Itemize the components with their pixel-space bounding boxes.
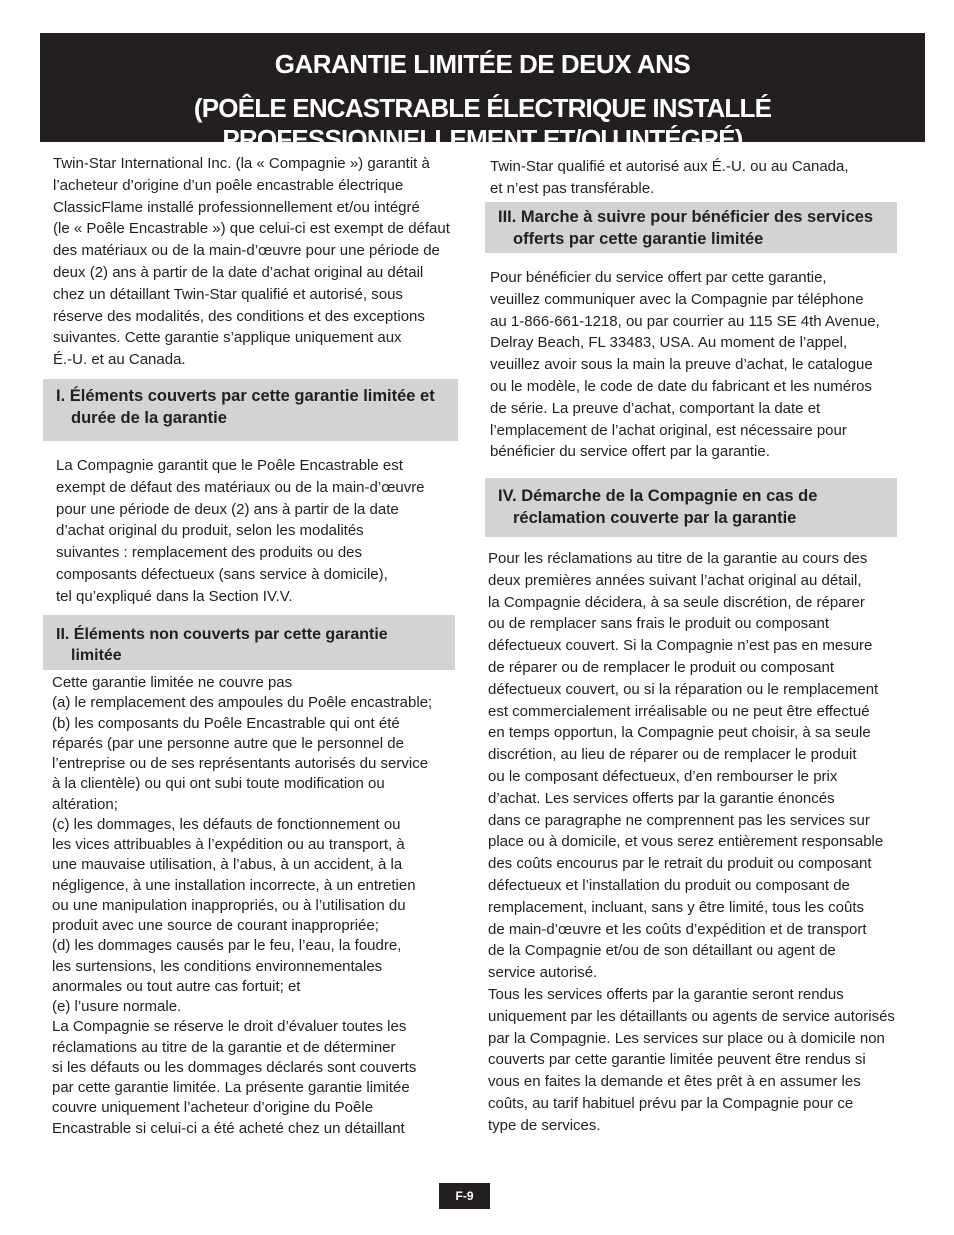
text-line: vous en faites la demande et êtes prêt à en assumer les <box>488 1073 861 1091</box>
section-1-heading <box>43 379 458 441</box>
section-4-body <box>488 548 895 1137</box>
text-line: à la clientèle) ou qui ont subi toute modification ou <box>52 775 385 793</box>
text-line: l’emplacement de l’achat original, est nécessaire pour <box>490 421 847 439</box>
text-line: au 1-866-661-1218, ou par courrier au 115 SE 4th Avenue, <box>490 312 880 330</box>
heading-line: limitée <box>71 647 122 664</box>
text-line: de réparer ou de remplacer le produit ou composant <box>488 658 835 676</box>
text-line: Delray Beach, FL 33483, USA. Au moment de l’appel, <box>490 334 848 352</box>
text-line: suivantes. Cette garantie s’applique uniquement aux <box>53 329 402 347</box>
text-line: (b) les composants du Poêle Encastrable qui ont été <box>52 714 400 732</box>
text-line: Encastrable si celui-ci a été acheté chez un détaillant <box>52 1119 405 1137</box>
text-line: service autorisé. <box>488 964 598 982</box>
text-line: (c) les dommages, les défauts de fonctionnement ou <box>52 815 401 833</box>
text-line: l’entreprise ou de ses représentants autorisés du service <box>52 755 429 772</box>
section-3-body <box>490 267 880 463</box>
text-line: réparés (par une personne autre que le personnel de <box>52 734 404 752</box>
text-line: les vices attribuables à l’expédition ou au transport, à <box>52 836 405 853</box>
text-line: d’achat. Les services offerts par la garantie énoncés <box>488 789 835 807</box>
heading-line: IV. Démarche de la Compagnie en cas de <box>498 487 818 505</box>
text-line: ou une manipulation inappropriés, ou à l’utilisation du <box>52 896 406 914</box>
text-line: défectueux et l’installation du produit ou composant de <box>488 876 850 894</box>
text-line: négligence, à une installation incorrecte, à un entretien <box>52 876 416 894</box>
text-line: l’acheteur d’origine d’un poêle encastrable électrique <box>53 176 404 194</box>
text-line: Pour bénéficier du service offert par cette garantie, <box>490 269 827 286</box>
heading-line: offerts par cette garantie limitée <box>513 230 764 248</box>
text-line: par la Compagnie. Les services sur place ou à domicile non <box>488 1029 885 1047</box>
heading-line: durée de la garantie <box>71 409 227 427</box>
text-line: composants défectueux (sans service à domicile), <box>56 565 388 583</box>
text-line: (e) l’usure normale. <box>52 998 182 1015</box>
text-line: veuillez communiquer avec la Compagnie par téléphone <box>490 290 864 308</box>
text-line: les surtensions, les conditions environnementales <box>52 957 383 975</box>
text-line: Twin-Star qualifié et autorisé aux É.-U. ou au Canada, <box>490 158 849 175</box>
page-number-badge: F-9 <box>439 1183 490 1209</box>
heading-line: III. Marche à suivre pour bénéficier des services <box>498 208 874 226</box>
section-1-body <box>56 455 425 608</box>
text-line: discrétion, au lieu de réparer ou de remplacer le produit <box>488 746 857 764</box>
text-line: la Compagnie décidera, à sa seule discrétion, de réparer <box>488 593 865 611</box>
text-line: deux (2) ans à partir de la date d’achat original au détail <box>53 263 424 281</box>
text-line: (a) le remplacement des ampoules du Poêle encastrable; <box>52 694 433 712</box>
text-line: ou le modèle, le code de date du fabricant et les numéros <box>490 377 872 395</box>
text-line: altération; <box>52 795 118 813</box>
text-line: suivantes : remplacement des produits ou des <box>56 544 362 562</box>
text-line: défectueux couvert, ou si la réparation ou le remplacement <box>488 680 879 698</box>
text-line: des matériaux ou de la main-d’œuvre pour une période de <box>53 242 440 260</box>
text-line: ClassicFlame installé professionnellement et/ou intégré <box>53 198 420 216</box>
text-line: La Compagnie se réserve le droit d’évaluer toutes les <box>52 1018 407 1036</box>
text-line: uniquement par les détaillants ou agents de service autorisés <box>488 1007 895 1025</box>
section-4-heading <box>485 478 897 537</box>
text-line: ou de remplacer sans frais le produit ou composant <box>488 615 830 633</box>
text-line: ou le composant défectueux, d’en rembourser le prix <box>488 767 838 785</box>
text-line: des coûts encourus par le retrait du produit ou composant <box>488 855 872 873</box>
text-line: chez un détaillant Twin-Star qualifié et autorisé, sous <box>53 285 403 303</box>
page-title: GARANTIE LIMITÉE DE DEUX ANS <box>274 49 691 79</box>
text-line: (d) les dommages causés par le feu, l’eau, la foudre, <box>52 937 402 955</box>
page-subtitle: (POÊLE ENCASTRABLE ÉLECTRIQUE INSTALLÉ PROFESSIONNELLEMENT ET/OU INTÉGRÉ) <box>193 93 772 154</box>
text-line: en temps opportun, la Compagnie peut choisir, à sa seule <box>488 724 871 742</box>
intro-paragraph <box>53 153 450 371</box>
text-line: remplacement, incluant, sans y être limité, tous les coûts <box>488 898 864 916</box>
text-line: de série. La preuve d’achat, comportant la date et <box>490 399 821 417</box>
text-line: de main-d’œuvre et les coûts d’expédition et de transport <box>488 920 867 938</box>
text-line: défectueux couvert. Si la Compagnie n’est pas en mesure <box>488 637 873 655</box>
text-line: Twin-Star International Inc. (la « Compagnie ») garantit à <box>53 155 430 172</box>
text-line: tel qu’expliqué dans la Section IV.V. <box>56 587 293 605</box>
text-line: veuillez avoir sous la main la preuve d’achat, le catalogue <box>490 356 873 374</box>
section-2-heading <box>43 615 455 670</box>
text-line: pour une période de deux (2) ans à partir de la date <box>56 500 399 518</box>
text-line: réclamations au titre de la garantie et de déterminer <box>52 1038 396 1056</box>
section-3-heading <box>485 202 897 253</box>
section-2-body <box>52 673 432 1139</box>
text-line: bénéficier du service offert par la garantie. <box>490 443 770 461</box>
text-line: place ou à domicile, et vous serez entièrement responsable <box>488 833 884 851</box>
text-line: si les défauts ou les dommages déclarés sont couverts <box>52 1058 417 1076</box>
heading-line: réclamation couverte par la garantie <box>513 509 797 527</box>
heading-line: I. Éléments couverts par cette garantie limitée et <box>56 387 435 405</box>
text-line: anormales ou tout autre cas fortuit; et <box>52 977 301 995</box>
text-line: (le « Poêle Encastrable ») que celui-ci est exempt de défaut <box>53 220 450 238</box>
text-line: coûts, au tarif habituel prévu par la Compagnie pour ce <box>488 1094 854 1112</box>
text-line: Tous les services offerts par la garantie seront rendus <box>488 985 844 1003</box>
text-line: type de services. <box>488 1116 601 1134</box>
text-line: et n’est pas transférable. <box>490 179 655 197</box>
text-line: deux premières années suivant l’achat original au détail, <box>488 571 862 589</box>
title-banner <box>40 33 925 154</box>
text-line: exempt de défaut des matériaux ou de la main-d’œuvre <box>56 478 425 496</box>
text-line: couverts par cette garantie limitée peuvent être rendus si <box>488 1051 866 1069</box>
text-line: La Compagnie garantit que le Poêle Encastrable est <box>56 457 403 474</box>
text-line: d’achat original du produit, selon les modalités <box>56 522 364 540</box>
text-line: É.-U. et au Canada. <box>53 351 186 369</box>
text-line: dans ce paragraphe ne comprennent pas les services sur <box>488 811 870 829</box>
section-2-body-continued <box>490 156 849 200</box>
text-line: couvre uniquement l’acheteur d’origine du Poêle <box>52 1099 374 1117</box>
text-line: est commercialement irréalisable ou ne peut être effectué <box>488 702 870 720</box>
text-line: Pour les réclamations au titre de la garantie au cours des <box>488 550 868 567</box>
text-line: une mauvaise utilisation, à l’abus, à un accident, à la <box>52 856 403 874</box>
text-line: par cette garantie limitée. La présente garantie limitée <box>52 1079 410 1096</box>
text-line: Cette garantie limitée ne couvre pas <box>52 674 293 691</box>
text-line: de la Compagnie et/ou de son détaillant ou agent de <box>488 942 836 960</box>
heading-line: II. Éléments non couverts par cette garantie <box>56 626 388 643</box>
text-line: réserve des modalités, des conditions et des exceptions <box>53 307 425 325</box>
text-line: produit avec une source de courant inappropriée; <box>52 917 379 934</box>
